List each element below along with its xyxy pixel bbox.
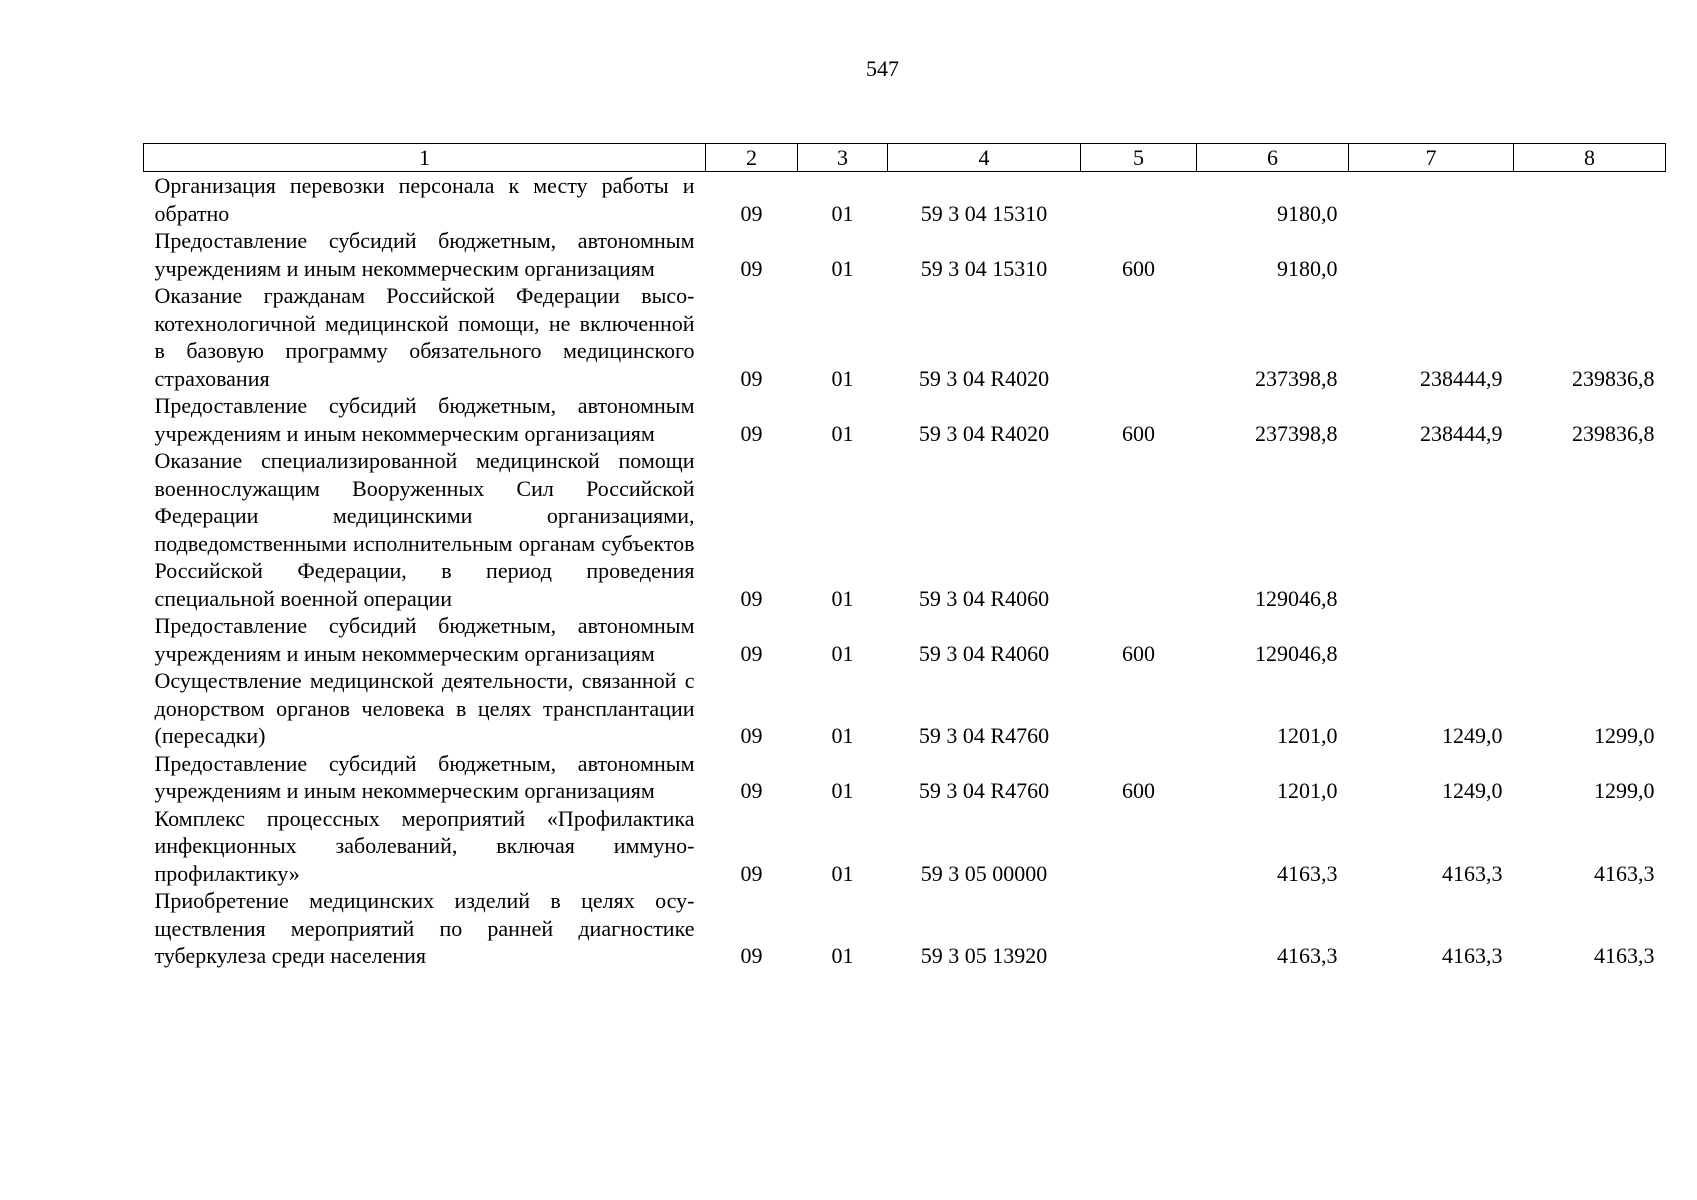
section-code: 09 — [740, 200, 763, 226]
target-article-code: 59 3 04 R4020 — [918, 420, 1050, 446]
amount-col-6: 237398,8 — [1255, 420, 1338, 446]
item-name: Предоставление субсидий бюджетным, автономным учреждениям и иным некоммерческим организациям — [154, 393, 695, 446]
amount-col-8: 239836,8 — [1572, 365, 1655, 391]
table-row — [144, 805, 1666, 888]
amount-col-6: 129046,8 — [1255, 640, 1338, 666]
amount-col-7 — [1349, 612, 1514, 667]
item-name: Комплекс процессных мероприятий «Профилактика инфекционных заболеваний, включая иммунопрофилактику» — [154, 805, 695, 886]
amount-col-8: 239836,8 — [1572, 420, 1655, 446]
section-code: 09 — [740, 365, 763, 391]
item-name: Предоставление субсидий бюджетным, автономным учреждениям и иным некоммерческим организациям — [154, 613, 695, 666]
expense-type-code — [1081, 282, 1197, 392]
section-code: 09 — [740, 640, 763, 666]
target-article-code: 59 3 04 R4060 — [918, 585, 1050, 611]
amount-col-7 — [1349, 447, 1514, 612]
item-name: Организация перевозки персонала к месту работы и обратно — [154, 173, 695, 226]
amount-col-8 — [1514, 227, 1666, 282]
amount-col-6: 1201,0 — [1277, 723, 1338, 748]
target-article-code: 59 3 05 00000 — [920, 860, 1048, 886]
amount-col-8: 4163,3 — [1594, 860, 1655, 886]
amount-col-7: 238444,9 — [1420, 420, 1503, 446]
table-row — [144, 667, 1666, 750]
amount-col-8 — [1514, 612, 1666, 667]
amount-col-6: 4163,3 — [1277, 943, 1338, 968]
item-name: Оказание гражданам Российской Федерации высокотехнологичной медицинской помощи, не включенной в базовую программу обязательного медицинского страхования — [154, 283, 695, 391]
target-article-code: 59 3 04 15310 — [920, 200, 1048, 226]
header-col-8: 8 — [1514, 144, 1666, 172]
target-article-code: 59 3 05 13920 — [920, 943, 1048, 968]
section-code: 09 — [740, 585, 763, 611]
expense-type-code — [1081, 805, 1197, 888]
amount-col-7: 4163,3 — [1442, 860, 1503, 886]
expense-type-code: 600 — [1122, 640, 1155, 666]
amount-col-8 — [1514, 172, 1666, 228]
amount-col-7: 1249,0 — [1442, 723, 1503, 748]
subsection-code: 01 — [831, 640, 854, 666]
section-code: 09 — [740, 860, 763, 886]
item-name: Приобретение медицинских изделий в целях осуществления мероприятий по ранней диагностике туберкулеза среди населения — [154, 888, 695, 968]
amount-col-6: 129046,8 — [1255, 585, 1338, 611]
expense-type-code — [1081, 887, 1197, 970]
header-col-5: 5 — [1081, 144, 1197, 172]
section-code: 09 — [740, 255, 763, 281]
table-row — [144, 447, 1666, 612]
expense-type-code: 600 — [1122, 255, 1155, 281]
section-code: 09 — [740, 778, 763, 803]
budget-table — [143, 143, 1666, 970]
amount-col-6: 1201,0 — [1277, 778, 1338, 803]
amount-col-8: 1299,0 — [1594, 778, 1655, 803]
amount-col-7 — [1349, 227, 1514, 282]
amount-col-6: 237398,8 — [1255, 365, 1338, 391]
amount-col-7 — [1349, 172, 1514, 228]
section-code: 09 — [740, 723, 763, 748]
table-row — [144, 227, 1666, 282]
table-row — [144, 612, 1666, 667]
subsection-code: 01 — [831, 365, 854, 391]
amount-col-7: 4163,3 — [1442, 943, 1503, 968]
subsection-code: 01 — [831, 420, 854, 446]
target-article-code: 59 3 04 R4760 — [918, 778, 1050, 803]
target-article-code: 59 3 04 R4020 — [918, 365, 1050, 391]
section-code: 09 — [740, 943, 763, 968]
section-code: 09 — [740, 420, 763, 446]
subsection-code: 01 — [831, 585, 854, 611]
item-name: Предоставление субсидий бюджетным, автономным учреждениям и иным некоммерческим организациям — [154, 228, 695, 281]
amount-col-8 — [1514, 447, 1666, 612]
expense-type-code — [1081, 172, 1197, 228]
subsection-code: 01 — [831, 723, 854, 748]
subsection-code: 01 — [831, 860, 854, 886]
header-col-1: 1 — [144, 144, 706, 172]
expense-type-code: 600 — [1122, 420, 1155, 446]
amount-col-7: 1249,0 — [1442, 778, 1503, 803]
table-row — [144, 887, 1666, 970]
amount-col-6: 9180,0 — [1277, 200, 1338, 226]
subsection-code: 01 — [831, 200, 854, 226]
amount-col-6: 4163,3 — [1277, 860, 1338, 886]
expense-type-code: 600 — [1122, 778, 1155, 803]
item-name: Осуществление медицинской деятельности, связанной с донорством органов человека в целях трансплантации (пересадки) — [154, 668, 695, 748]
item-name: Оказание специализированной медицинской помощи военнослужащим Вооруженных Сил Российской Федерации медицинскими организациями, подведомственными исполнительным органам субъектов Российской Федерации, в период проведения специальной военной операции — [154, 448, 695, 611]
header-col-7: 7 — [1349, 144, 1514, 172]
item-name: Предоставление субсидий бюджетным, автономным учреждениям и иным некоммерческим организациям — [154, 750, 695, 803]
page-number: 547 — [866, 56, 899, 81]
subsection-code: 01 — [831, 778, 854, 803]
subsection-code: 01 — [831, 943, 854, 968]
header-row — [144, 144, 1666, 172]
table-row — [144, 392, 1666, 447]
amount-col-7: 238444,9 — [1420, 365, 1503, 391]
amount-col-8: 4163,3 — [1594, 943, 1655, 968]
table-row — [144, 282, 1666, 392]
expense-type-code — [1081, 447, 1197, 612]
target-article-code: 59 3 04 R4060 — [918, 640, 1050, 666]
header-col-6: 6 — [1197, 144, 1349, 172]
header-col-2: 2 — [706, 144, 798, 172]
target-article-code: 59 3 04 15310 — [920, 255, 1048, 281]
target-article-code: 59 3 04 R4760 — [918, 723, 1050, 748]
table-row — [144, 750, 1666, 805]
expense-type-code — [1081, 667, 1197, 750]
header-col-4: 4 — [888, 144, 1081, 172]
header-col-3: 3 — [798, 144, 888, 172]
subsection-code: 01 — [831, 255, 854, 281]
amount-col-8: 1299,0 — [1594, 723, 1655, 748]
amount-col-6: 9180,0 — [1277, 255, 1338, 281]
table-row — [144, 172, 1666, 228]
